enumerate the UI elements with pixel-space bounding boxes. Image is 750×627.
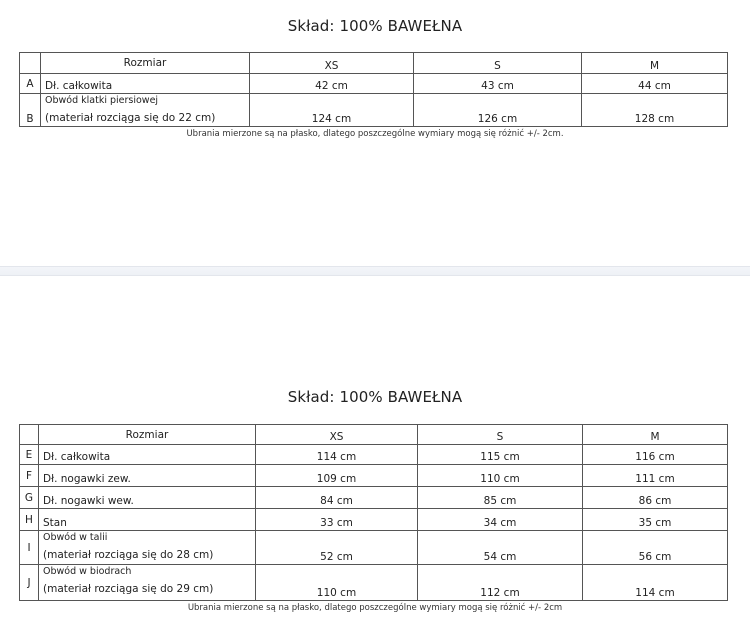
value-xs: 109 cm: [256, 465, 418, 487]
value-m: 86 cm: [583, 487, 728, 509]
top-note: Ubrania mierzone są na płasko, dlatego poszczególne wymiary mogą się różnić +/- 2cm.: [186, 129, 564, 139]
value-xs: 33 cm: [256, 509, 418, 531]
value-s: 43 cm: [414, 74, 582, 94]
value-m: 114 cm: [583, 565, 728, 601]
row-letter: A: [20, 74, 41, 94]
value-s: 126 cm: [414, 94, 582, 127]
size-header-label: Rozmiar: [41, 53, 250, 74]
value-xs: 52 cm: [256, 531, 418, 565]
table-row: [20, 487, 728, 509]
value-xs: 110 cm: [256, 565, 418, 601]
value-xs: 114 cm: [256, 445, 418, 465]
row-label-line2: (materiał rozciąga się do 28 cm): [43, 549, 214, 561]
value-s: 110 cm: [418, 465, 583, 487]
row-letter: E: [20, 445, 39, 465]
table-row: [20, 565, 728, 601]
row-label-line1: Obwód w talii: [43, 532, 108, 543]
table-row: [20, 445, 728, 465]
row-label: [39, 531, 256, 565]
size-header-xs: XS: [250, 53, 414, 74]
row-label-line2: (materiał rozciąga się do 29 cm): [43, 583, 214, 595]
value-s: 85 cm: [418, 487, 583, 509]
row-letter: G: [20, 487, 39, 509]
row-label: [39, 565, 256, 601]
size-header-s: S: [418, 425, 583, 445]
table-row: [20, 465, 728, 487]
value-m: 44 cm: [582, 74, 728, 94]
table-header-row: [20, 53, 728, 74]
table-row: [20, 74, 728, 94]
size-header-label: Rozmiar: [39, 425, 256, 445]
bottom-note: Ubrania mierzone są na płasko, dlatego poszczególne wymiary mogą się różnić +/- 2cm: [187, 603, 563, 613]
table-header-row: [20, 425, 728, 445]
top-size-table: [19, 52, 728, 127]
value-m: 116 cm: [583, 445, 728, 465]
row-letter: H: [20, 509, 39, 531]
value-s: 34 cm: [418, 509, 583, 531]
row-letter: F: [20, 465, 39, 487]
corner-cell: [20, 53, 41, 74]
row-label-line2: (materiał rozciąga się do 22 cm): [45, 112, 216, 124]
corner-cell: [20, 425, 39, 445]
value-xs: 42 cm: [250, 74, 414, 94]
value-xs: 84 cm: [256, 487, 418, 509]
row-label: Dł. nogawki zew.: [39, 465, 256, 487]
row-label: Dł. całkowita: [41, 74, 250, 94]
size-header-m: M: [582, 53, 728, 74]
section-divider: [0, 266, 750, 276]
row-label-line1: Obwód klatki piersiowej: [45, 95, 159, 106]
size-header-xs: XS: [256, 425, 418, 445]
bottom-size-table: [19, 424, 728, 601]
table-row: [20, 509, 728, 531]
row-label: [41, 94, 250, 127]
top-title: Skład: 100% BAWEŁNA: [287, 17, 463, 35]
value-s: 112 cm: [418, 565, 583, 601]
table-row: [20, 94, 728, 127]
size-header-s: S: [414, 53, 582, 74]
row-label: Dł. nogawki wew.: [39, 487, 256, 509]
value-xs: 124 cm: [250, 94, 414, 127]
value-m: 56 cm: [583, 531, 728, 565]
size-header-m: M: [583, 425, 728, 445]
value-m: 35 cm: [583, 509, 728, 531]
value-s: 54 cm: [418, 531, 583, 565]
bottom-title: Skład: 100% BAWEŁNA: [287, 388, 463, 406]
row-label: Stan: [39, 509, 256, 531]
value-m: 128 cm: [582, 94, 728, 127]
row-label: Dł. całkowita: [39, 445, 256, 465]
row-letter: I: [20, 531, 39, 565]
row-letter: B: [20, 94, 41, 127]
row-label-line1: Obwód w biodrach: [43, 566, 132, 577]
table-row: [20, 531, 728, 565]
value-m: 111 cm: [583, 465, 728, 487]
row-letter: J: [20, 565, 39, 601]
value-s: 115 cm: [418, 445, 583, 465]
